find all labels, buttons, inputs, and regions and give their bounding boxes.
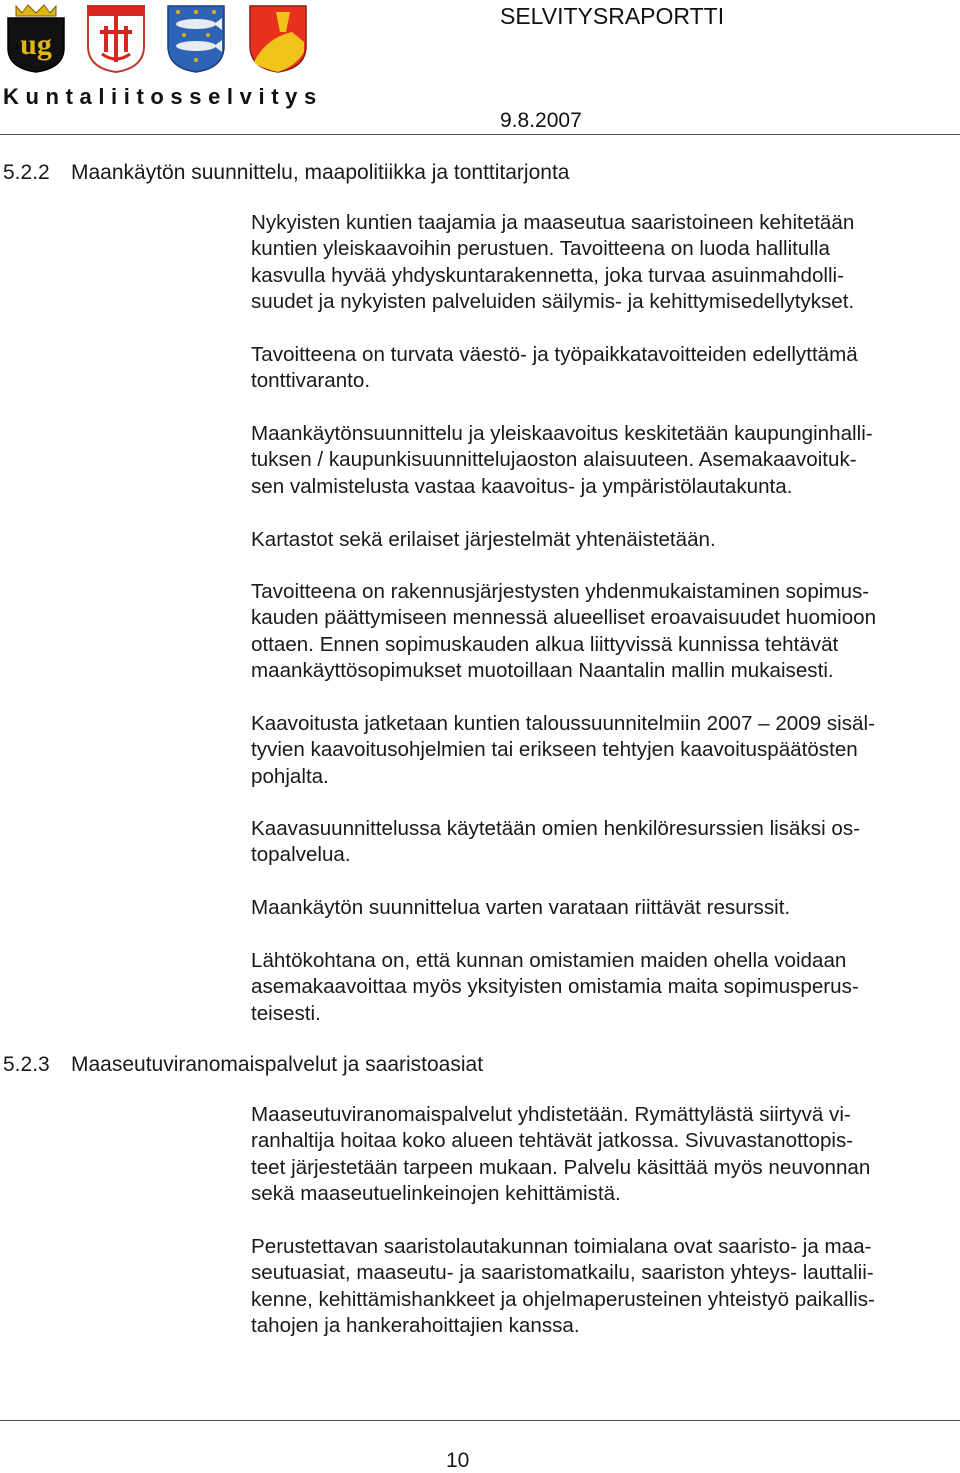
coat-of-arms-1 <box>4 2 68 74</box>
paragraph <box>251 1234 951 1340</box>
paragraph <box>251 895 951 921</box>
crest-shield-red-white <box>84 2 148 74</box>
crest-shield-black-gold <box>4 2 68 74</box>
paragraph <box>251 421 951 500</box>
section-heading <box>3 161 569 185</box>
document-type: SELVITYSRAPORTTI <box>500 3 725 29</box>
header-divider <box>0 134 960 135</box>
crest-shield-blue-fish <box>164 2 228 74</box>
text-line: topalvelua. <box>251 843 351 867</box>
paragraph <box>251 579 951 685</box>
section-heading <box>3 1053 483 1077</box>
text-line: kenne, kehittämishankkeet ja ohjelmaperusteinen yhteistyö paikallis- <box>251 1287 875 1311</box>
crest-shield-red-yellow <box>246 2 310 74</box>
text-line: tonttivaranto. <box>251 369 371 393</box>
coat-of-arms-4 <box>246 2 310 74</box>
paragraph <box>251 527 951 553</box>
crest-monogram: ug <box>20 28 52 61</box>
text-line: kasvulla hyvää yhdyskuntarakennetta, joka turvaa asuinmahdolli- <box>251 263 844 287</box>
text-line: Maaseutuviranomaispalvelut yhdistetään. Rymättylästä siirtyvä vi- <box>251 1103 851 1126</box>
text-line: teisesti. <box>251 1001 321 1025</box>
paragraph <box>251 816 951 869</box>
paragraph <box>251 948 951 1027</box>
section-number: 5.2.2 <box>3 161 50 184</box>
paragraph <box>251 711 951 790</box>
text-line: Tavoitteena on turvata väestö- ja työpaikkatavoitteiden edellyttämä <box>251 343 858 366</box>
paragraph <box>251 1102 951 1208</box>
text-line: suudet ja nykyisten palveluiden säilymis- ja kehittymisedellytykset. <box>251 290 855 314</box>
page-number: 10 <box>446 1449 470 1472</box>
text-line: sekä maaseutuelinkeinojen kehittämistä. <box>251 1182 621 1206</box>
text-line: tahojen ja hankerahoittajien kanssa. <box>251 1314 580 1338</box>
text-line: ranhaltija hoitaa koko alueen tehtävät jatkossa. Sivuvastanottopis- <box>251 1129 854 1153</box>
section-title: Maankäytön suunnittelu, maapolitiikka ja tonttitarjonta <box>71 161 570 184</box>
coat-of-arms-2 <box>84 2 148 74</box>
paragraph <box>251 210 951 316</box>
text-line: pohjalta. <box>251 764 329 788</box>
paragraph <box>251 342 951 395</box>
text-line: tuksen / kaupunkisuunnittelujaoston alaisuuteen. Asemakaavoituk- <box>251 448 857 472</box>
footer-divider <box>0 1420 960 1421</box>
text-line: teet järjestetään tarpeen mukaan. Palvelu käsittää myös neuvonnan <box>251 1155 871 1179</box>
text-line: kauden päättymiseen mennessä alueelliset eroavaisuudet huomioon <box>251 606 877 630</box>
text-line: Lähtökohtana on, että kunnan omistamien maiden ohella voidaan <box>251 949 847 972</box>
text-line: tyvien kaavoitusohjelmien tai erikseen tehtyjen kaavoituspäätösten <box>251 738 858 762</box>
text-line: kuntien yleiskaavoihin perustuen. Tavoitteena on luoda hallitulla <box>251 237 830 261</box>
text-line: Nykyisten kuntien taajamia ja maaseutua saaristoineen kehitetään <box>251 211 855 234</box>
text-line: sen valmistelusta vastaa kaavoitus- ja ympäristölautakunta. <box>251 474 793 498</box>
text-line: Maankäytönsuunnittelu ja yleiskaavoitus keskitetään kaupunginhalli- <box>251 422 873 445</box>
text-line: seutuasiat, maaseutu- ja saaristomatkailu, saariston yhteys- lauttalii- <box>251 1261 874 1285</box>
text-line: Kaavoitusta jatketaan kuntien taloussuunnitelmiin 2007 – 2009 sisäl- <box>251 712 875 735</box>
organization-name: Kuntaliitosselvitys <box>3 84 323 109</box>
text-line: Tavoitteena on rakennusjärjestysten yhdenmukaistaminen sopimus- <box>251 580 870 603</box>
document-date: 9.8.2007 <box>500 109 582 132</box>
text-line: ottaen. Ennen sopimuskauden alkua liittyvissä kunnissa tehtävät <box>251 632 839 656</box>
section-number: 5.2.3 <box>3 1053 50 1076</box>
text-line: maankäyttösopimukset muotoillaan Naantalin mallin mukaisesti. <box>251 659 834 683</box>
section-title: Maaseutuviranomaispalvelut ja saaristoasiat <box>71 1053 484 1076</box>
text-line: Kaavasuunnittelussa käytetään omien henkilöresurssien lisäksi os- <box>251 817 860 840</box>
coat-of-arms-3 <box>164 2 228 74</box>
text-line: asemakaavoittaa myös yksityisten omistamia maita sopimusperus- <box>251 975 859 999</box>
text-line: Perustettavan saaristolautakunnan toimialana ovat saaristo- ja maa- <box>251 1235 872 1258</box>
text-line: Kartastot sekä erilaiset järjestelmät yhtenäistetään. <box>251 528 716 551</box>
text-line: Maankäytön suunnittelua varten varataan riittävät resurssit. <box>251 896 791 919</box>
